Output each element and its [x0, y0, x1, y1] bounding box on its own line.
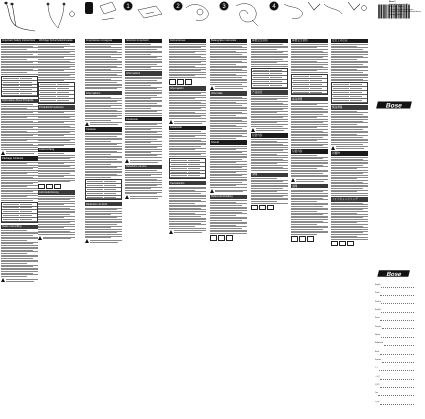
section-heading: Informations: [85, 91, 122, 95]
language-entry: العربية: [375, 399, 415, 407]
text-column: [85, 37, 122, 417]
section-heading: 消噪: [291, 184, 328, 188]
symbol-icons: [251, 205, 288, 210]
text-line: [169, 77, 205, 78]
text-line: [85, 177, 111, 178]
text-line: [331, 239, 367, 240]
spec-table: [1, 76, 38, 97]
section-heading: Produktinformationen: [38, 105, 75, 109]
text-line: [331, 195, 367, 196]
text-line: [1, 74, 37, 75]
product-title-block: [389, 1, 425, 17]
symbol-icons: [331, 241, 368, 246]
warning-icon: [210, 86, 247, 90]
text-line: [331, 80, 367, 81]
section-heading: Informatie: [210, 91, 247, 95]
section-heading: 製品情報: [331, 105, 368, 109]
text-column: [1, 37, 38, 417]
text-line: [38, 234, 74, 235]
text-line: [38, 181, 69, 182]
section-heading: 重要安全说明: [251, 39, 288, 43]
language-entry: 日本語: [375, 374, 415, 382]
text-line: [251, 203, 287, 204]
warning-icon: [38, 236, 75, 240]
text-column: [169, 37, 206, 417]
section-heading: Wichtige Sicherheitshinweise: [38, 39, 75, 43]
text-line: [38, 80, 64, 81]
section-heading: Ruisonderdrukking: [210, 195, 247, 199]
language-entry: Français: [375, 324, 415, 332]
section-heading: 包装内容: [251, 133, 288, 137]
text-column: [291, 37, 328, 417]
step-1-illustration: [122, 0, 172, 34]
text-line: [251, 66, 287, 67]
section-heading: Important Safety Instructions: [1, 39, 38, 43]
step-4-illustration: [268, 0, 370, 34]
step-4-number: 4: [272, 4, 276, 11]
step-3-illustration: [218, 0, 266, 34]
spec-table: [291, 74, 328, 95]
spec-table: [1, 202, 38, 223]
language-entry: 中文: [375, 365, 415, 373]
text-line: [291, 234, 317, 235]
symbol-icons: [291, 236, 328, 241]
warning-icon: [125, 195, 162, 199]
text-line: [210, 187, 246, 188]
text-line: [125, 193, 156, 194]
text-line: [291, 176, 327, 177]
language-entry: English: [375, 282, 415, 290]
warning-icon: [210, 189, 247, 193]
warning-icon: [331, 146, 368, 150]
carry-case-illustration: [82, 0, 118, 34]
text-line: [251, 126, 282, 127]
language-entry: Norsk: [375, 349, 415, 357]
section-heading: Package Contents: [1, 156, 38, 160]
section-heading: Riduzione rumore: [125, 165, 162, 169]
text-line: [85, 88, 116, 89]
text-line: [169, 156, 205, 157]
warning-icon: [85, 239, 122, 243]
section-heading: Contenido: [169, 126, 206, 130]
section-heading: 消噪: [251, 173, 288, 177]
product-subtitle-2: Cancelling® headphones: [389, 8, 414, 11]
product-name: QuietComfort® 20: [389, 3, 408, 6]
section-heading: Contenuto: [125, 117, 162, 121]
language-entry: ไทย: [375, 390, 415, 398]
symbol-icons: [210, 235, 247, 240]
product-subtitle-1: Acoustic Noise: [389, 6, 404, 9]
warning-icon: [169, 230, 206, 234]
text-line: [85, 120, 111, 121]
language-entry: Suomi: [375, 315, 415, 323]
language-entry: Nederlands: [375, 340, 415, 348]
text-line: [210, 233, 246, 234]
section-heading: Noise Cancelling: [1, 225, 38, 229]
warning-icon: [251, 128, 288, 132]
product-brand: Bose®: [389, 1, 396, 3]
text-line: [1, 200, 32, 201]
step-1-number: 1: [126, 4, 130, 11]
section-heading: Lieferumfang: [38, 148, 75, 152]
text-line: [251, 170, 287, 171]
warning-icon: [169, 120, 206, 124]
text-line: [38, 145, 64, 146]
section-heading: 重要安全須知: [291, 39, 328, 43]
section-heading: Réduction du bruit: [85, 202, 122, 206]
section-heading: Contenu: [85, 127, 122, 131]
symbol-icons: [38, 184, 75, 189]
step-2-illustration: [172, 0, 218, 34]
language-entry: Italiano: [375, 332, 415, 340]
language-entry: Dansk: [375, 290, 415, 298]
section-heading: Belangrijke instructies: [210, 39, 247, 43]
bose-logo-back-text: Bose: [385, 270, 403, 278]
text-column: [125, 37, 162, 417]
text-column: [331, 37, 368, 417]
bose-logo: [374, 101, 412, 109]
language-entry: Español: [375, 307, 415, 315]
spec-table: [251, 68, 288, 89]
product-subtitle-3: Headphones for Samsung/Android devices: [389, 11, 422, 14]
text-line: [169, 118, 205, 119]
text-line: [210, 84, 241, 85]
section-heading: 产品信息: [251, 90, 288, 94]
warning-icon: [85, 122, 122, 126]
section-heading: Lärmreduzierung: [38, 190, 75, 194]
section-heading: Importantes consignes: [85, 39, 122, 43]
language-index: [375, 282, 415, 407]
section-heading: Informazioni: [125, 71, 162, 75]
illustration-strip: [0, 0, 370, 34]
text-line: [210, 138, 236, 139]
spec-table: [85, 179, 122, 200]
text-line: [85, 237, 111, 238]
warning-icon: [291, 178, 328, 182]
text-line: [291, 72, 327, 73]
spec-table: [38, 82, 75, 103]
section-heading: Information About Products: [1, 99, 38, 103]
section-heading: Información: [169, 86, 206, 90]
text-line: [1, 149, 37, 150]
section-heading: 同梱物: [331, 151, 368, 155]
section-heading: 產品資訊: [291, 97, 328, 101]
text-column: [38, 37, 75, 417]
section-heading: Instrucciones: [169, 39, 206, 43]
language-entry: 한국어: [375, 382, 415, 390]
text-line: [1, 276, 27, 277]
headphone-cable-illustration: [2, 0, 38, 34]
section-heading: 包裝內容: [291, 149, 328, 153]
section-heading: Inhoud: [210, 140, 247, 144]
earbud-illustration: [42, 0, 78, 34]
bose-logo-back: [376, 270, 410, 277]
warning-icon: [1, 151, 38, 155]
symbol-icons: [169, 79, 206, 84]
warning-icon: [1, 278, 38, 282]
text-line: [125, 157, 161, 158]
text-line: [291, 147, 327, 148]
warning-icon: [125, 159, 162, 163]
spec-table: [331, 82, 368, 103]
step-3-number: 3: [222, 4, 226, 11]
text-line: [169, 228, 205, 229]
text-line: [331, 144, 362, 145]
step-2-number: 2: [176, 4, 180, 11]
section-heading: Cancelación: [169, 181, 206, 185]
text-line: [125, 69, 161, 70]
spec-table: [169, 158, 206, 179]
section-heading: ノイズキャンセリング: [331, 197, 368, 201]
text-column: [251, 37, 288, 417]
section-heading: Istruzioni importanti: [125, 39, 162, 43]
product-subtitle-4: and Apple devices: [389, 13, 403, 16]
section-heading: 安全上の注意: [331, 39, 368, 43]
bose-logo-text: Bose: [384, 102, 403, 110]
language-entry: Svenska: [375, 357, 415, 365]
text-line: [125, 115, 161, 116]
text-column: [210, 37, 247, 417]
language-entry: Deutsch: [375, 299, 415, 307]
